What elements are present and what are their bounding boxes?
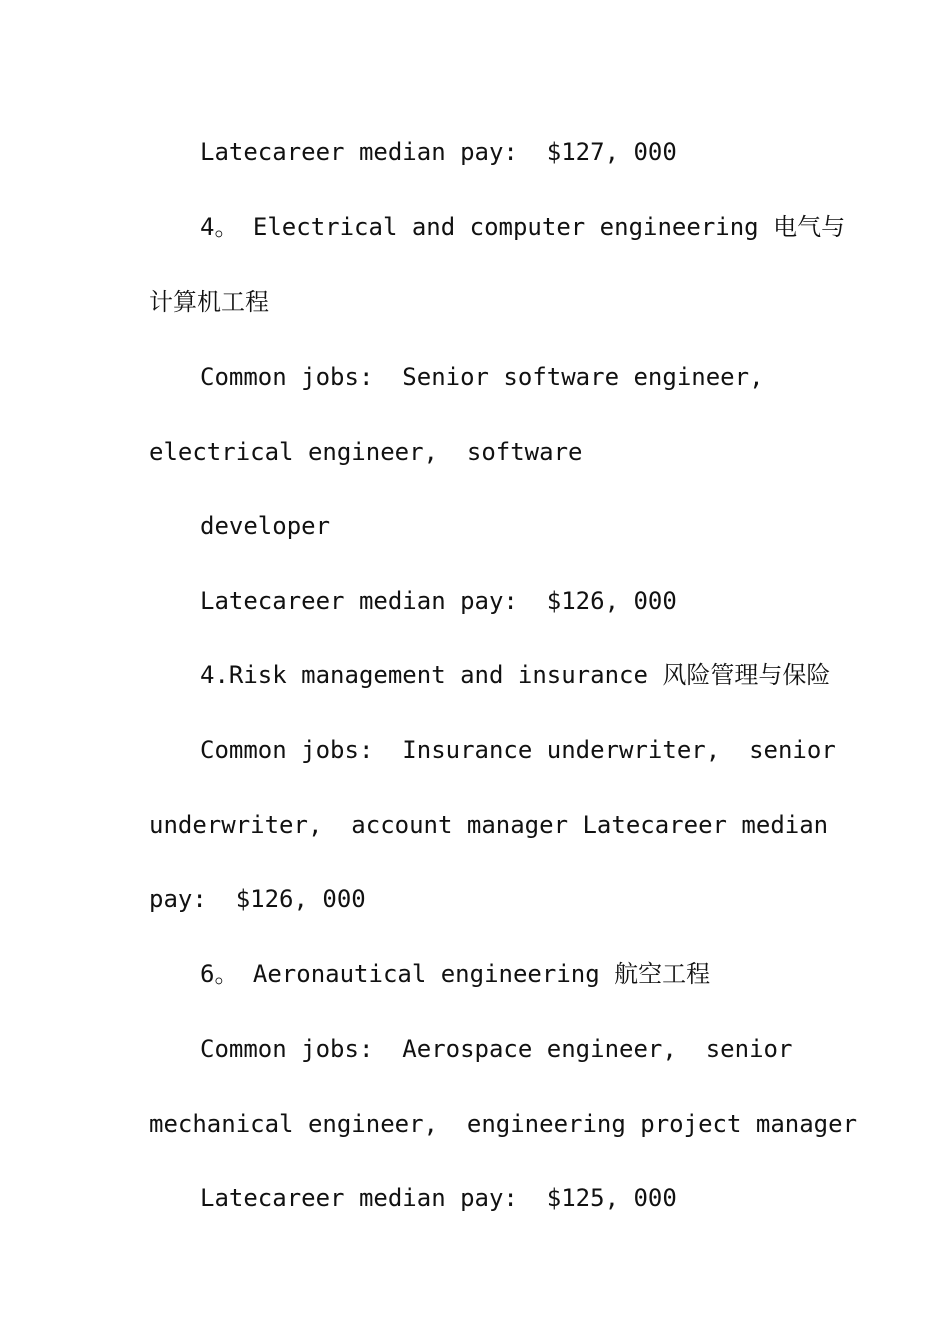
section-heading-continuation: 计算机工程 xyxy=(149,288,269,316)
common-jobs-continuation: developer xyxy=(200,512,331,540)
pay-line: pay: $126, 000 xyxy=(149,885,366,913)
section-heading: 4。 Electrical and computer engineering 电气与 xyxy=(200,213,846,241)
common-jobs-line: Common jobs: Insurance underwriter, senior xyxy=(200,736,836,764)
common-jobs-line: Common jobs: Aerospace engineer, senior xyxy=(200,1035,793,1063)
pay-line: Latecareer median pay: $125, 000 xyxy=(200,1184,677,1212)
common-jobs-continuation: underwriter, account manager Latecareer median xyxy=(149,811,829,839)
section-heading: 6。 Aeronautical engineering 航空工程 xyxy=(200,960,711,988)
pay-line: Latecareer median pay: $126, 000 xyxy=(200,587,677,615)
common-jobs-continuation: electrical engineer, software xyxy=(149,438,583,466)
section-heading: 4.Risk management and insurance 风险管理与保险 xyxy=(200,661,831,689)
common-jobs-continuation: mechanical engineer, engineering project manager xyxy=(149,1110,858,1138)
common-jobs-line: Common jobs: Senior software engineer, xyxy=(200,363,764,391)
pay-line: Latecareer median pay: $127, 000 xyxy=(200,138,677,166)
